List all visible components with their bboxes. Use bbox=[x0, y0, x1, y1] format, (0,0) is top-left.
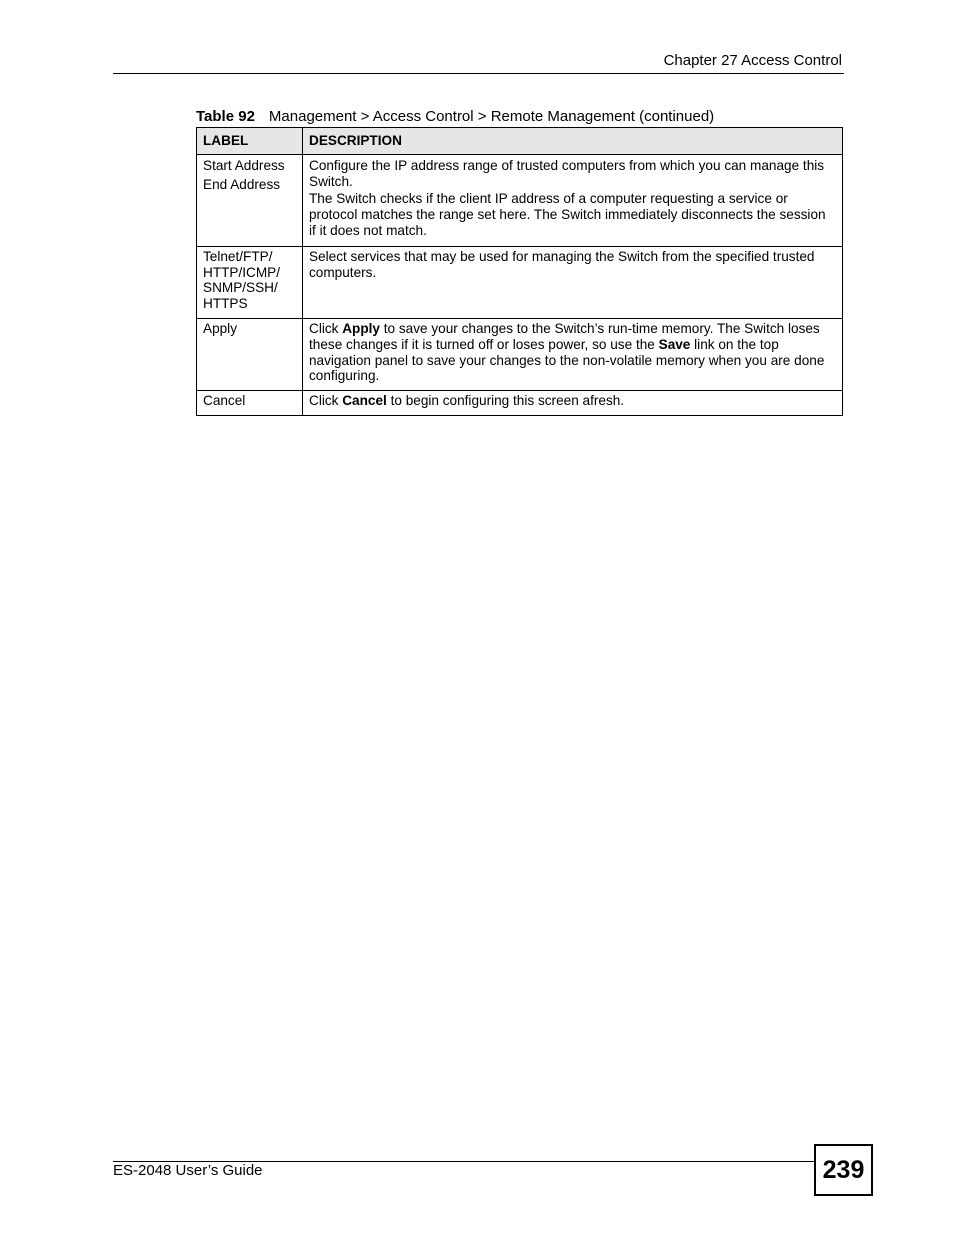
table-row bbox=[197, 318, 843, 390]
table-row bbox=[197, 391, 843, 416]
table-caption-title: Management > Access Control > Remote Management (continued) bbox=[268, 108, 715, 125]
text-run: The Switch checks if the client IP address of a computer requesting a service or protocol matches the range set here. The Switch immediately disconnects the session if it does not match. bbox=[309, 191, 826, 238]
column-header-label: LABEL bbox=[197, 128, 303, 155]
table-row bbox=[197, 154, 843, 246]
text-run: Configure the IP address range of trusted computers from which you can manage this Switch. bbox=[309, 157, 825, 189]
table-header-row bbox=[197, 128, 843, 155]
label-line: Cancel bbox=[203, 393, 246, 409]
remote-management-table bbox=[196, 127, 843, 416]
label-line: HTTPS bbox=[203, 296, 248, 312]
bold-term: Apply bbox=[342, 320, 380, 336]
row-label bbox=[197, 246, 303, 318]
table-caption-number: Table 92 bbox=[196, 108, 255, 125]
description-paragraph bbox=[309, 393, 836, 409]
row-description bbox=[303, 154, 843, 246]
row-description bbox=[303, 318, 843, 390]
text-run: link on the top navigation panel to save your changes to the non-volatile memory when you are done configuring. bbox=[309, 336, 825, 384]
page-number: 239 bbox=[814, 1144, 873, 1196]
text-run: Select services that may be used for managing the Switch from the specified trusted computers. bbox=[309, 248, 815, 280]
bold-term: Save bbox=[658, 336, 691, 352]
row-label bbox=[197, 391, 303, 416]
text-run: Click bbox=[309, 320, 343, 336]
label-line: SNMP/SSH/ bbox=[203, 280, 278, 296]
table-caption bbox=[196, 108, 714, 126]
row-description bbox=[303, 246, 843, 318]
header-rule bbox=[113, 73, 844, 74]
row-description bbox=[303, 391, 843, 416]
column-header-description: DESCRIPTION bbox=[303, 128, 843, 155]
chapter-heading: Chapter 27 Access Control bbox=[663, 52, 842, 69]
table-row bbox=[197, 246, 843, 318]
label-line: Apply bbox=[203, 320, 238, 336]
description-paragraph bbox=[309, 249, 836, 281]
description-paragraph bbox=[309, 158, 836, 190]
label-line: End Address bbox=[203, 176, 281, 192]
text-run: Click bbox=[309, 393, 343, 409]
row-label bbox=[197, 318, 303, 390]
label-line: Start Address bbox=[203, 157, 285, 173]
text-run: to save your changes to the Switch’s run-time memory. The Switch loses these changes if it is turned off or loses power, so use the bbox=[309, 320, 820, 352]
description-paragraph bbox=[309, 191, 836, 238]
row-label bbox=[197, 154, 303, 246]
text-run: to begin configuring this screen afresh. bbox=[386, 393, 625, 409]
label-line: Telnet/FTP/ bbox=[203, 248, 273, 264]
bold-term: Cancel bbox=[342, 393, 387, 409]
label-line: HTTP/ICMP/ bbox=[203, 264, 281, 280]
guide-title: ES-2048 User’s Guide bbox=[113, 1162, 263, 1179]
description-paragraph bbox=[309, 321, 836, 384]
